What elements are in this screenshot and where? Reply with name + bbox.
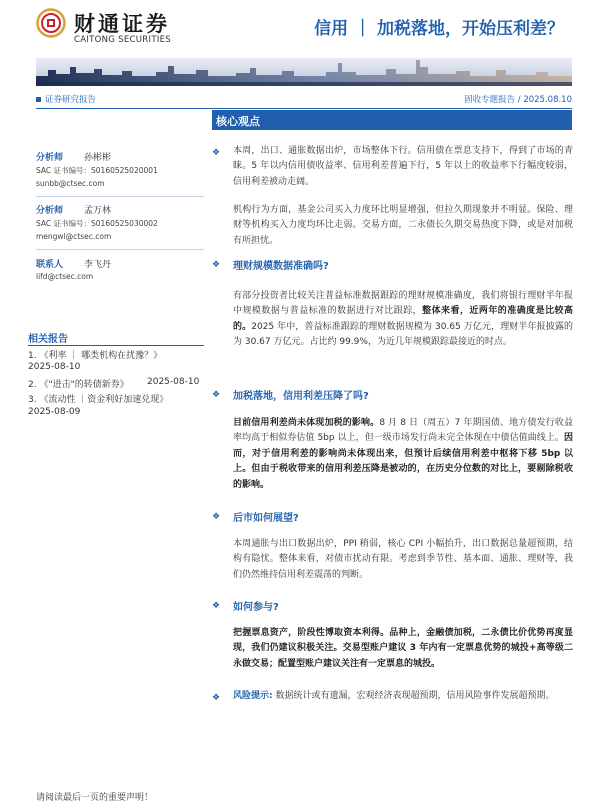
related-report-link[interactable]: 3. 《流动性 ｜资金利好加速兑现》 (28, 395, 169, 405)
report-title: 信用 ｜ 加税落地，开始压利差？ (314, 19, 564, 39)
related-reports-title: 相关报告 (28, 334, 68, 345)
core-views-header (212, 110, 572, 130)
analyst-email[interactable]: sunbb@ctsec.com (36, 179, 105, 188)
caitong-logo-icon (36, 8, 66, 38)
analyst-email[interactable]: mengwl@ctsec.com (36, 232, 112, 241)
analyst-sac: SAC 证书编号：S0160525030002 (36, 219, 158, 228)
contact-email[interactable]: lifd@ctsec.com (36, 272, 94, 281)
diamond-bullet-icon: ❖ (212, 601, 221, 611)
logo-text-en: CAITONG SECURITIES (74, 35, 171, 45)
report-category-date: 固收专题报告 / 2025.08.10 (464, 95, 572, 105)
summary-paragraph: 本周，出口、通胀数据出炉，市场整体下行。信用债在票息支持下，得到了市场的青睐。5 年以内信用债收益率、信用利差普遍下行，5 年以上的收益率下行幅度较弱，信用利差被动走阔。 (233, 146, 573, 187)
institution-paragraph: 机构行为方面，基金公司买入力度环比明显增强，但拉久期现象并不明显。保险、理财等机构买入力度均环比走弱。交易方面，二永债长久期交易热度下降，或是对加税有所担忧。 (233, 205, 573, 246)
analyst-role: 分析师 (36, 153, 64, 163)
tax-spread-paragraph: 目前信用利差尚未体现加税的影响。8 月 8 日（周五）7 年期国债、地方债发行收益率均高于相似券估值 5bp 以上，但一级市场发行尚未完全体现在中债估值曲线上。因而，对于信用利差的影响尚未体现出来，但预计后续信用利差中枢将下移 5bp 以上。但由于税收带来的信用利差压降是被动的，在历史分位数的对比上，要剔除税收的影响。 (233, 418, 573, 490)
analyst-name: 孟万林 (84, 206, 112, 216)
diamond-bullet-icon: ❖ (212, 693, 221, 703)
divider (28, 345, 204, 346)
square-bullet-icon (36, 97, 41, 102)
divider (36, 249, 204, 250)
section-title-strategy: 如何参与? (233, 602, 279, 613)
section-title-outlook: 后市如何展望? (233, 513, 299, 524)
analyst-role: 分析师 (36, 206, 64, 216)
logo-text-cn: 财通证券 (74, 12, 170, 36)
divider (36, 196, 204, 197)
related-report-link[interactable]: 1. 《利率 ｜ 哪类机构在扰豫？》 (28, 351, 163, 361)
section-title-tax-spread: 加税落地，信用利差压降了吗? (233, 391, 369, 402)
analyst-name: 孙彬彬 (84, 153, 112, 163)
risk-label: 风险提示: (233, 691, 273, 701)
related-report-date: 2025-08-10 (28, 362, 81, 372)
diamond-bullet-icon: ❖ (212, 512, 221, 522)
related-report-date: 2025-08-10 (147, 377, 200, 387)
core-views-title: 核心观点 (216, 115, 260, 128)
strategy-paragraph: 把握票息资产，阶段性博取资本利得。品种上，金融债加税，二永债比价优势再度显现，我们仍建议积极关注。交易型账户建议 3 年内有一定票息优势的城投+高等级二永做交易；配置型账户建议关注有一定票息的城投。 (233, 628, 573, 669)
disclaimer-note: 请阅读最后一页的重要声明！ (36, 793, 154, 803)
section-title-wealth-data: 理财规模数据准确吗? (233, 261, 329, 272)
report-type-text: 证券研究报告 (45, 95, 97, 105)
diamond-bullet-icon: ❖ (212, 260, 221, 270)
contact-name: 李飞丹 (84, 260, 112, 270)
report-type-label (36, 93, 96, 105)
diamond-bullet-icon: ❖ (212, 148, 221, 158)
related-report-link[interactable]: 2. 《"进击"的转债新券》 (28, 380, 129, 390)
company-logo (36, 6, 186, 46)
wealth-data-paragraph: 有部分投资者比较关注普益标准数据跟踪的理财规模准确度，我们将银行理财半年报中规模数据与普益标准的数据进行对比跟踪，整体来看，近两年的准确度是比较高的。2025 年中，普益标准跟踪的理财数据规模为 30.65 万亿元，理财半年报披露的为 30.67 万亿元。占比约 99.9%，为近几年规模跟踪最接近的时点。 (233, 291, 573, 348)
risk-paragraph: 风险提示: 数据统计或有遗漏，宏观经济表现超预期，信用风险事件发展超预期。 (233, 691, 555, 701)
contact-role: 联系人 (36, 260, 64, 270)
analyst-sac: SAC 证书编号：S0160525020001 (36, 166, 158, 175)
related-report-date: 2025-08-09 (28, 407, 81, 417)
city-skyline-banner (36, 58, 572, 86)
diamond-bullet-icon: ❖ (212, 390, 221, 400)
outlook-paragraph: 本周通胀与出口数据出炉，PPI 稍弱，核心 CPI 小幅抬升，出口数据总量超预期，结构有隐忧。整体来看，对债市扰动有限。考虑到季节性、基本面、通胀、理财等，我们仍然维持信用利差震荡的判断。 (233, 539, 573, 580)
